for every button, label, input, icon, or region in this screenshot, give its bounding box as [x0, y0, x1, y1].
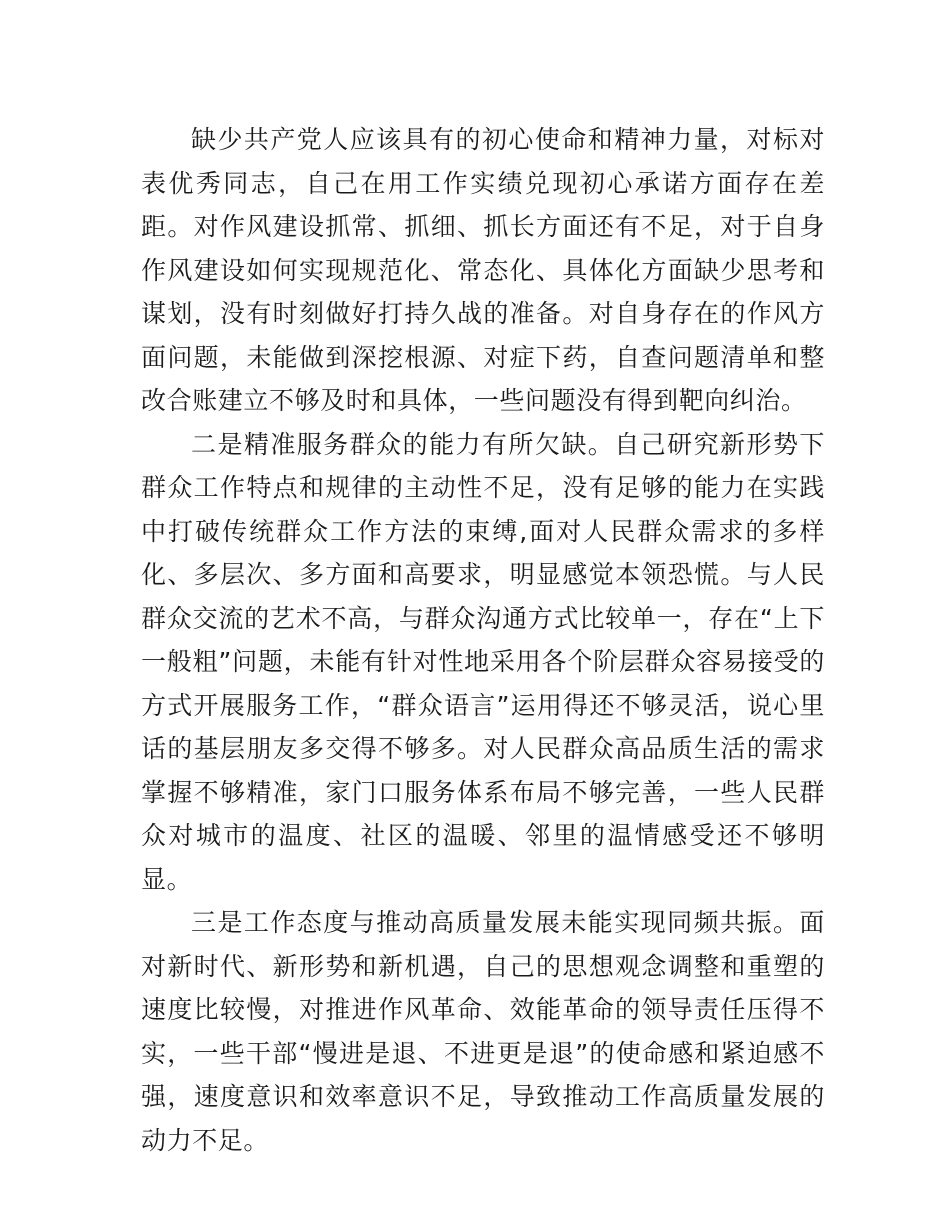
document-body: [141, 118, 825, 1162]
paragraph-2: 二是精准服务群众的能力有所欠缺。自己研究新形势下群众工作特点和规律的主动性不足，没有足够的能力在实践中打破传统群众工作方法的束缚,面对人民群众需求的多样化、多层次、多方面和高要求，明显感觉本领恐慌。与人民群众交流的艺术不高，与群众沟通方式比较单一，存在“上下一般粗”问题，未能有针对性地采用各个阶层群众容易接受的方式开展服务工作，“群众语言”运用得还不够灵活，说心里话的基层朋友多交得不够多。对人民群众高品质生活的需求掌握不够精准，家门口服务体系布局不够完善，一些人民群众对城市的温度、社区的温暖、邻里的温情感受还不够明显。: [141, 429, 825, 894]
paragraph-1: 缺少共产党人应该具有的初心使命和精神力量，对标对表优秀同志，自己在用工作实绩兑现初心承诺方面存在差距。对作风建设抓常、抓细、抓长方面还有不足，对于自身作风建设如何实现规范化、常态化、具体化方面缺少思考和谋划，没有时刻做好打持久战的准备。对自身存在的作风方面问题，未能做到深挖根源、对症下药，自查问题清单和整改合账建立不够及时和具体，一些问题没有得到靶向纠治。: [141, 125, 825, 415]
paragraph-3: 三是工作态度与推动高质量发展未能实现同频共振。面对新时代、新形势和新机遇，自己的思想观念调整和重塑的速度比较慢，对推进作风革命、效能革命的领导责任压得不实，一些干部“慢进是退、不进更是退”的使命感和紧迫感不强，速度意识和效率意识不足，导致推动工作高质量发展的动力不足。: [141, 908, 825, 1155]
